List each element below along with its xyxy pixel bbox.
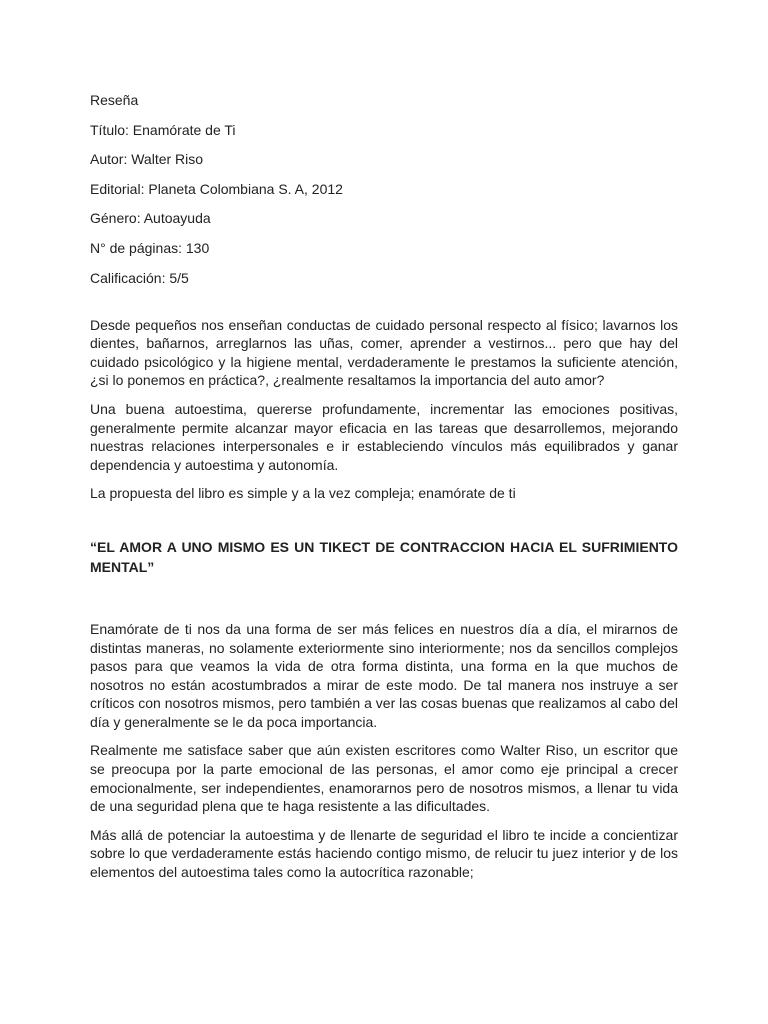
book-genre: Género: Autoayuda [90, 210, 211, 227]
intro-paragraph-2: Una buena autoestima, quererse profundamente, incrementar las emociones positivas, generalmente permite alcanzar mayor eficacia en las tareas que desarrollemos, mejorando nuestras relaciones interpersonales e ir estableciendo vínculos más equilibrados y ganar dependencia y autoestima y autonomía. [90, 400, 678, 473]
document-page [90, 91, 678, 892]
body-paragraph-1: Enamórate de ti nos da una forma de ser más felices en nuestros día a día, el mirarnos de distintas maneras, no solamente exteriormente sino interiormente; nos da sencillos complejos pasos para que veamos la vida de otra forma distinta, una forma en la que muchos de nosotros no están acostumbrados a mirar de este modo. De tal manera nos instruye a ser críticos con nosotros mismos, pero también a ver las cosas buenas que realizamos al cabo del día y generalmente se le da poca importancia. [90, 620, 678, 730]
intro-paragraph-1: Desde pequeños nos enseñan conductas de cuidado personal respecto al físico; lavarnos los dientes, bañarnos, arreglarnos las uñas, comer, aprender a vestirnos... pero que hay del cuidado psicológico y la higiene mental, verdaderamente le prestamos la suficiente atención, ¿si lo ponemos en práctica?, ¿realmente resaltamos la importancia del auto amor? [90, 316, 678, 389]
review-heading: Reseña [90, 92, 139, 108]
book-title: Título: Enamórate de Ti [90, 121, 236, 138]
body-paragraph-3: Más allá de potenciar la autoestima y de llenarte de seguridad el libro te incide a concientizar sobre lo que verdaderamente estás haciendo contigo mismo, de relucir tu juez interior y de los elementos del autoestima tales como la autocrítica razonable; [90, 826, 678, 881]
book-author: Autor: Walter Riso [90, 151, 204, 168]
featured-quote: “EL AMOR A UNO MISMO ES UN TIKECT DE CONTRACCION HACIA EL SUFRIMIENTO MENTAL” [90, 538, 678, 575]
intro-paragraph-3: La propuesta del libro es simple y a la vez compleja; enamórate de ti [90, 485, 516, 502]
book-publisher: Editorial: Planeta Colombiana S. A, 2012 [90, 180, 343, 197]
book-rating: Calificación: 5/5 [90, 269, 189, 286]
body-paragraph-2: Realmente me satisface saber que aún existen escritores como Walter Riso, un escritor que se preocupa por la parte emocional de las personas, el amor como eje principal a crecer emocionalmente, ser independientes, enamorarnos pero de nosotros mismos, a llenar tu vida de una seguridad plena que te haga resistente a las dificultades. [90, 742, 678, 815]
book-pages: N° de páginas: 130 [90, 239, 210, 256]
